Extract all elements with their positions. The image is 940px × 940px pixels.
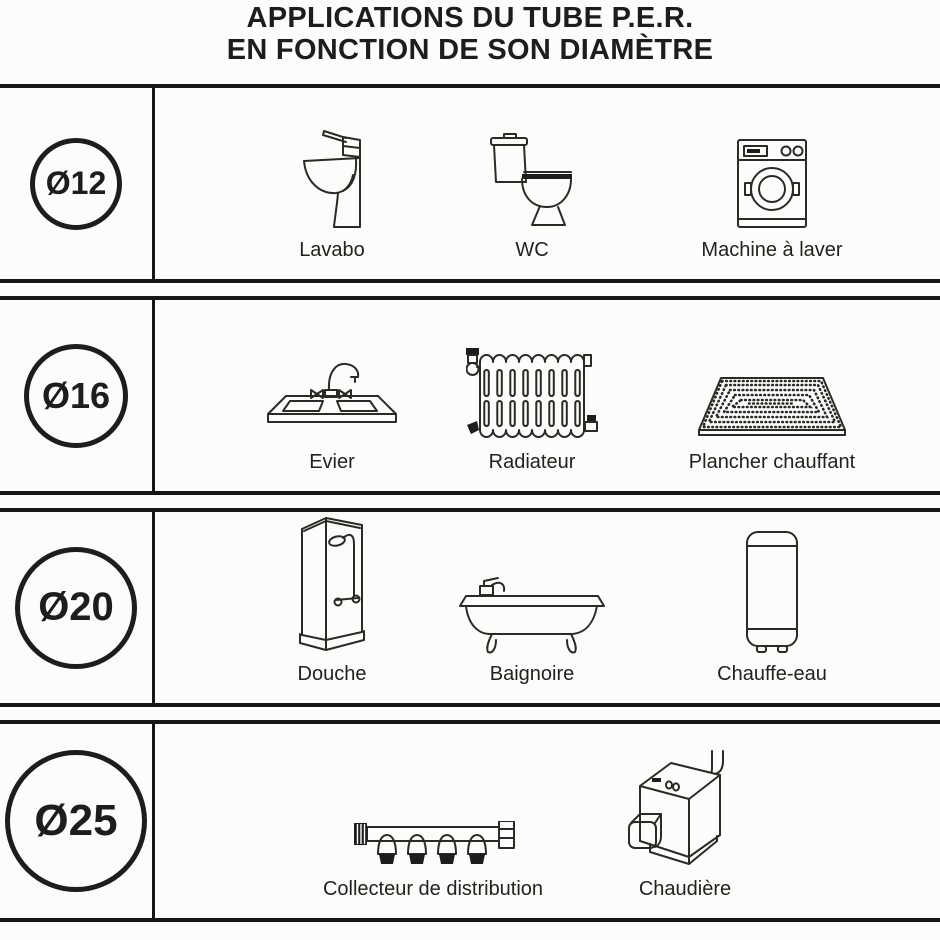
application-label: Lavabo <box>299 239 365 261</box>
water-heater-icon <box>743 530 801 654</box>
application-label: Douche <box>297 663 367 685</box>
application-label: Radiateur <box>488 451 576 473</box>
applications-area <box>155 724 940 918</box>
title-line-2: EN FONCTION DE SON DIAMÈTRE <box>226 33 714 66</box>
kitchen-sink-icon <box>262 356 402 442</box>
diameter-row-25 <box>0 720 940 922</box>
radiator-icon <box>466 346 598 442</box>
applications-area <box>155 300 940 491</box>
application-label: Baignoire <box>489 663 575 685</box>
diameter-row-12 <box>0 84 940 283</box>
title-line-1: APPLICATIONS DU TUBE P.E.R. <box>246 2 694 34</box>
lavabo-icon <box>293 124 371 230</box>
application-item <box>575 749 795 900</box>
bathtub-icon <box>458 572 606 654</box>
application-label: Collecteur de distribution <box>322 878 544 900</box>
applications-area <box>155 512 940 703</box>
application-item <box>283 821 583 900</box>
diameter-cell <box>0 512 155 703</box>
applications-area <box>155 88 940 279</box>
diameter-badge: Ø16 <box>24 344 128 448</box>
application-item <box>662 138 882 261</box>
heated-floor-icon <box>697 374 847 442</box>
diameter-row-16 <box>0 296 940 495</box>
application-item <box>222 508 442 685</box>
diameter-badge: Ø20 <box>15 547 137 669</box>
application-label: WC <box>515 239 549 261</box>
application-item <box>222 356 442 473</box>
application-label: Chauffe-eau <box>717 663 827 685</box>
application-item <box>422 572 642 685</box>
page-title <box>0 3 940 66</box>
diameter-cell <box>0 300 155 491</box>
diameter-cell <box>0 88 155 279</box>
diameter-badge: Ø25 <box>5 750 147 892</box>
wc-icon <box>486 130 578 230</box>
application-item <box>662 374 882 473</box>
washing-machine-icon <box>736 138 808 230</box>
diameter-row-20 <box>0 508 940 707</box>
application-label: Evier <box>309 451 355 473</box>
application-item <box>422 130 642 261</box>
application-item <box>422 346 642 473</box>
manifold-icon <box>351 821 516 869</box>
application-item <box>662 530 882 685</box>
application-label: Chaudière <box>638 878 732 900</box>
diameter-cell <box>0 724 155 918</box>
boiler-icon <box>628 749 743 869</box>
diameter-badge: Ø12 <box>30 138 122 230</box>
shower-icon <box>296 508 368 654</box>
application-item <box>222 124 442 261</box>
application-label: Machine à laver <box>701 239 843 261</box>
application-label: Plancher chauffant <box>688 451 856 473</box>
